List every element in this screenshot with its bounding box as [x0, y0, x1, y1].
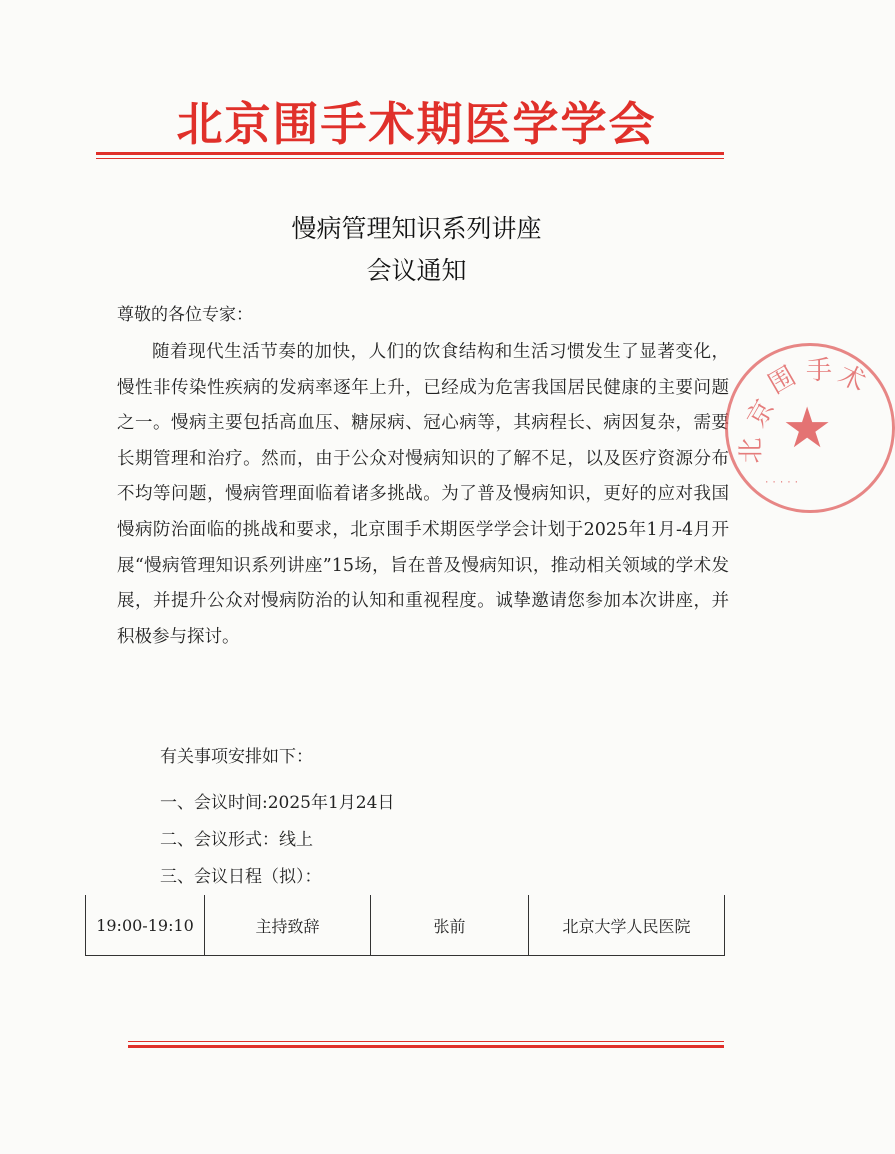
item-meeting-time: 一、会议时间:2025年1月24日	[160, 793, 395, 813]
letterhead-rule-thick	[96, 152, 724, 155]
seal-serial-number: ·····	[764, 478, 802, 488]
seal-char: 围	[763, 361, 802, 401]
seal-char: 北	[736, 437, 767, 464]
arrangements-intro: 有关事项安排如下：	[160, 747, 313, 767]
body-paragraph: 随着现代生活节奏的加快，人们的饮食结构和生活习惯发生了显著变化，慢性非传染性疾病的发病率逐年上升，已经成为危害我国居民健康的主要问题之一。慢病主要包括高血压、糖尿病、冠心病等，其病程长、病因复杂，需要长期管理和治疗。然而，由于公众对慢病知识的了解不足，以及医疗资源分布不均等问题，慢病管理面临着诸多挑战。为了普及慢病知识，更好的应对我国慢病防治面临的挑战和要求，北京围手术期医学学会计划于2025年1月-4月开展“慢病管理知识系列讲座”15场，旨在普及慢病知识，推动相关领域的学术发展，并提升公众对慢病防治的认知和重视程度。诚挚邀请您参加本次讲座，并积极参与探讨。	[117, 342, 729, 647]
document-subtitle: 会议通知	[366, 256, 467, 285]
org-letterhead-title: 北京围手术期医学学会	[176, 97, 657, 151]
seal-char: 术	[833, 359, 871, 398]
item-meeting-format: 二、会议形式：线上	[160, 830, 313, 850]
schedule-speaker: 张前	[371, 895, 529, 956]
letterhead-rule-thin	[96, 158, 724, 159]
salutation: 尊敬的各位专家：	[117, 305, 253, 325]
schedule-time: 19:00-19:10	[86, 895, 205, 956]
seal-char: 京	[741, 394, 781, 433]
schedule-topic: 主持致辞	[205, 895, 371, 956]
seal-char: 手	[806, 356, 833, 386]
footer-rule-thick	[128, 1045, 724, 1048]
document-title: 慢病管理知识系列讲座	[291, 214, 542, 243]
table-row	[86, 895, 725, 956]
footer-rule-thin	[128, 1041, 724, 1042]
seal-star-icon: ★	[782, 396, 833, 461]
item-meeting-agenda: 三、会议日程（拟）：	[160, 867, 322, 887]
official-seal-stamp	[725, 343, 895, 513]
schedule-table	[85, 895, 725, 956]
schedule-institution: 北京大学人民医院	[529, 895, 725, 956]
